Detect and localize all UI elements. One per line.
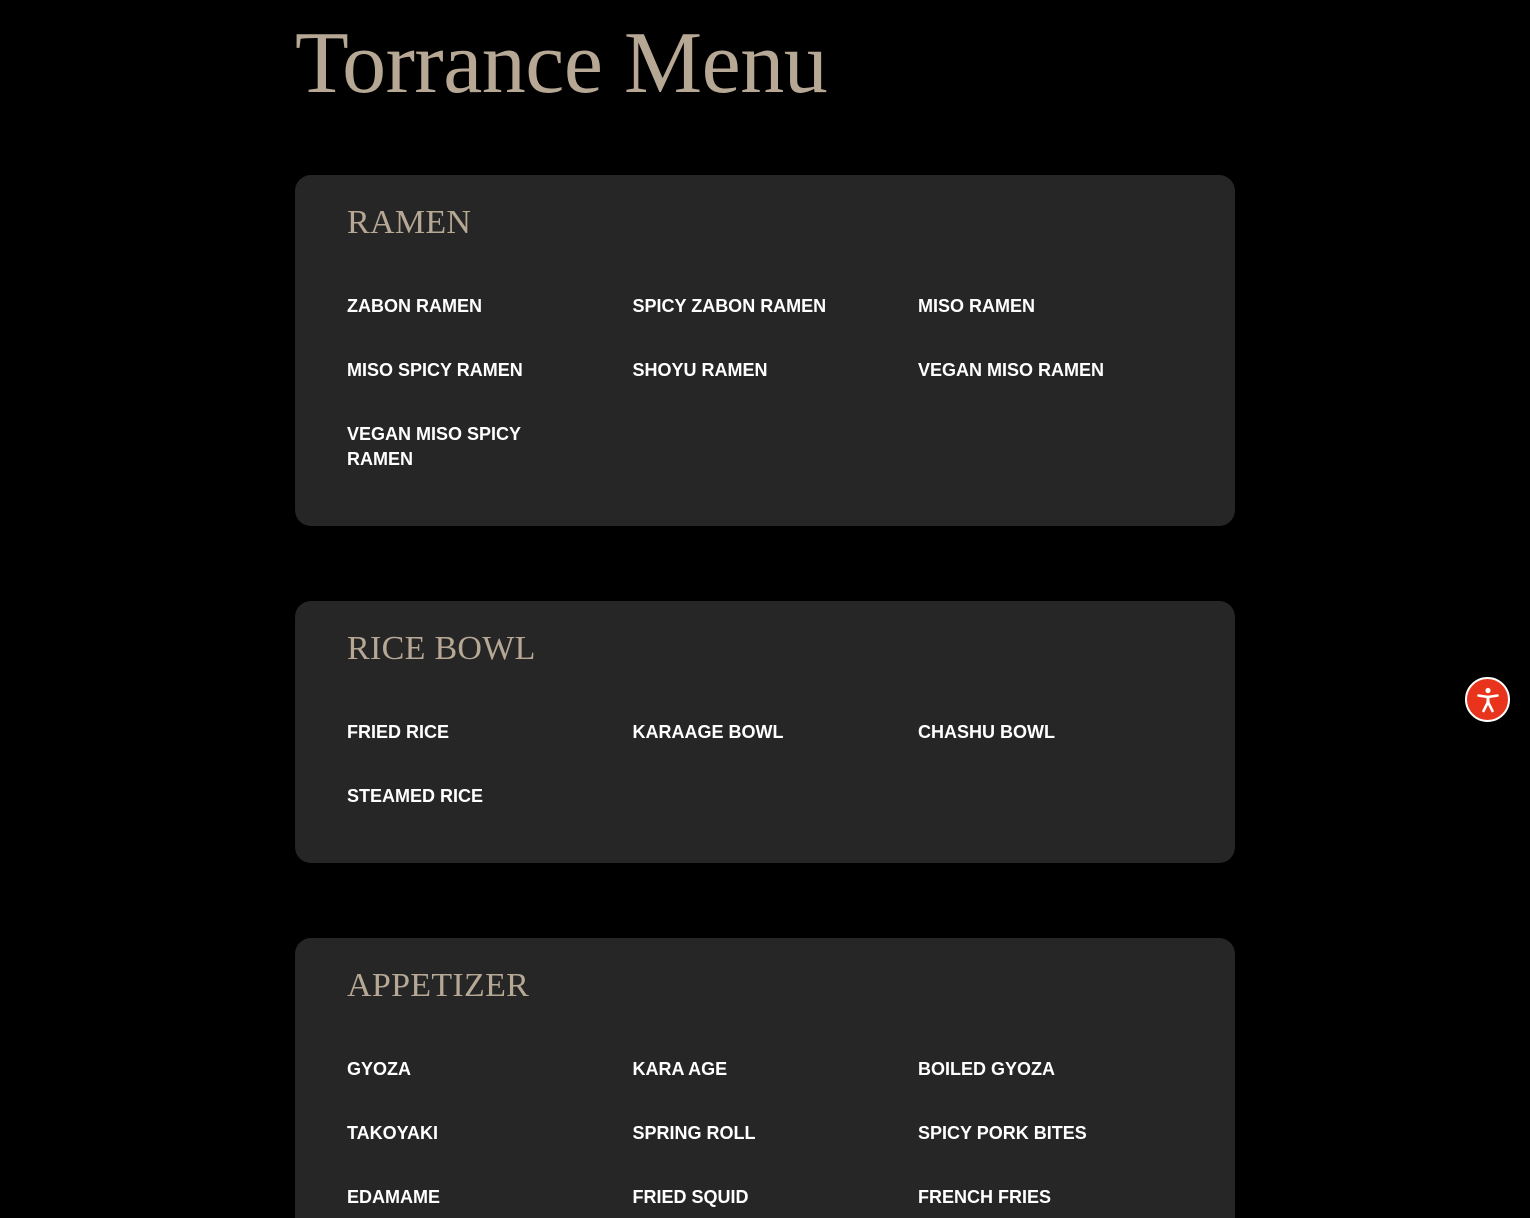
menu-item[interactable]: BOILED GYOZA	[918, 1059, 1056, 1079]
menu-item[interactable]: MISO RAMEN	[918, 296, 1035, 316]
menu-item[interactable]: TAKOYAKI	[347, 1123, 439, 1143]
menu-item[interactable]: VEGAN MISO RAMEN	[918, 360, 1105, 380]
menu-section-appetizer	[295, 938, 1235, 1218]
menu-item[interactable]: STEAMED RICE	[347, 786, 484, 806]
menu-item[interactable]: SPICY PORK BITES	[918, 1123, 1087, 1143]
menu-item[interactable]: SPICY ZABON RAMEN	[632, 296, 827, 316]
menu-item[interactable]: SPRING ROLL	[632, 1123, 756, 1143]
page-title: Torrance Menu	[295, 15, 828, 112]
menu-section-ramen	[295, 175, 1235, 526]
menu-item-grid	[347, 1057, 1207, 1210]
section-title: APPETIZER	[347, 967, 530, 1004]
menu-item[interactable]: VEGAN MISO SPICY RAMEN	[347, 424, 521, 469]
accessibility-icon	[1474, 686, 1502, 714]
menu-item[interactable]: MISO SPICY RAMEN	[347, 360, 523, 380]
menu-item-grid	[347, 294, 1207, 472]
menu-item[interactable]: EDAMAME	[347, 1187, 440, 1207]
menu-item[interactable]: FRIED SQUID	[632, 1187, 749, 1207]
section-title: RICE BOWL	[347, 630, 536, 667]
menu-item[interactable]: KARAAGE BOWL	[632, 722, 784, 742]
menu-section-rice-bowl	[295, 601, 1235, 863]
menu-item[interactable]: SHOYU RAMEN	[632, 360, 768, 380]
menu-item-grid	[347, 720, 1207, 809]
menu-item[interactable]: CHASHU BOWL	[918, 722, 1055, 742]
accessibility-button[interactable]	[1465, 677, 1510, 722]
menu-item[interactable]: ZABON RAMEN	[347, 296, 482, 316]
section-title: RAMEN	[347, 204, 472, 241]
menu-item[interactable]: FRIED RICE	[347, 722, 450, 742]
menu-item[interactable]: GYOZA	[347, 1059, 412, 1079]
menu-item[interactable]: KARA AGE	[632, 1059, 728, 1079]
menu-item[interactable]: FRENCH FRIES	[918, 1187, 1052, 1207]
